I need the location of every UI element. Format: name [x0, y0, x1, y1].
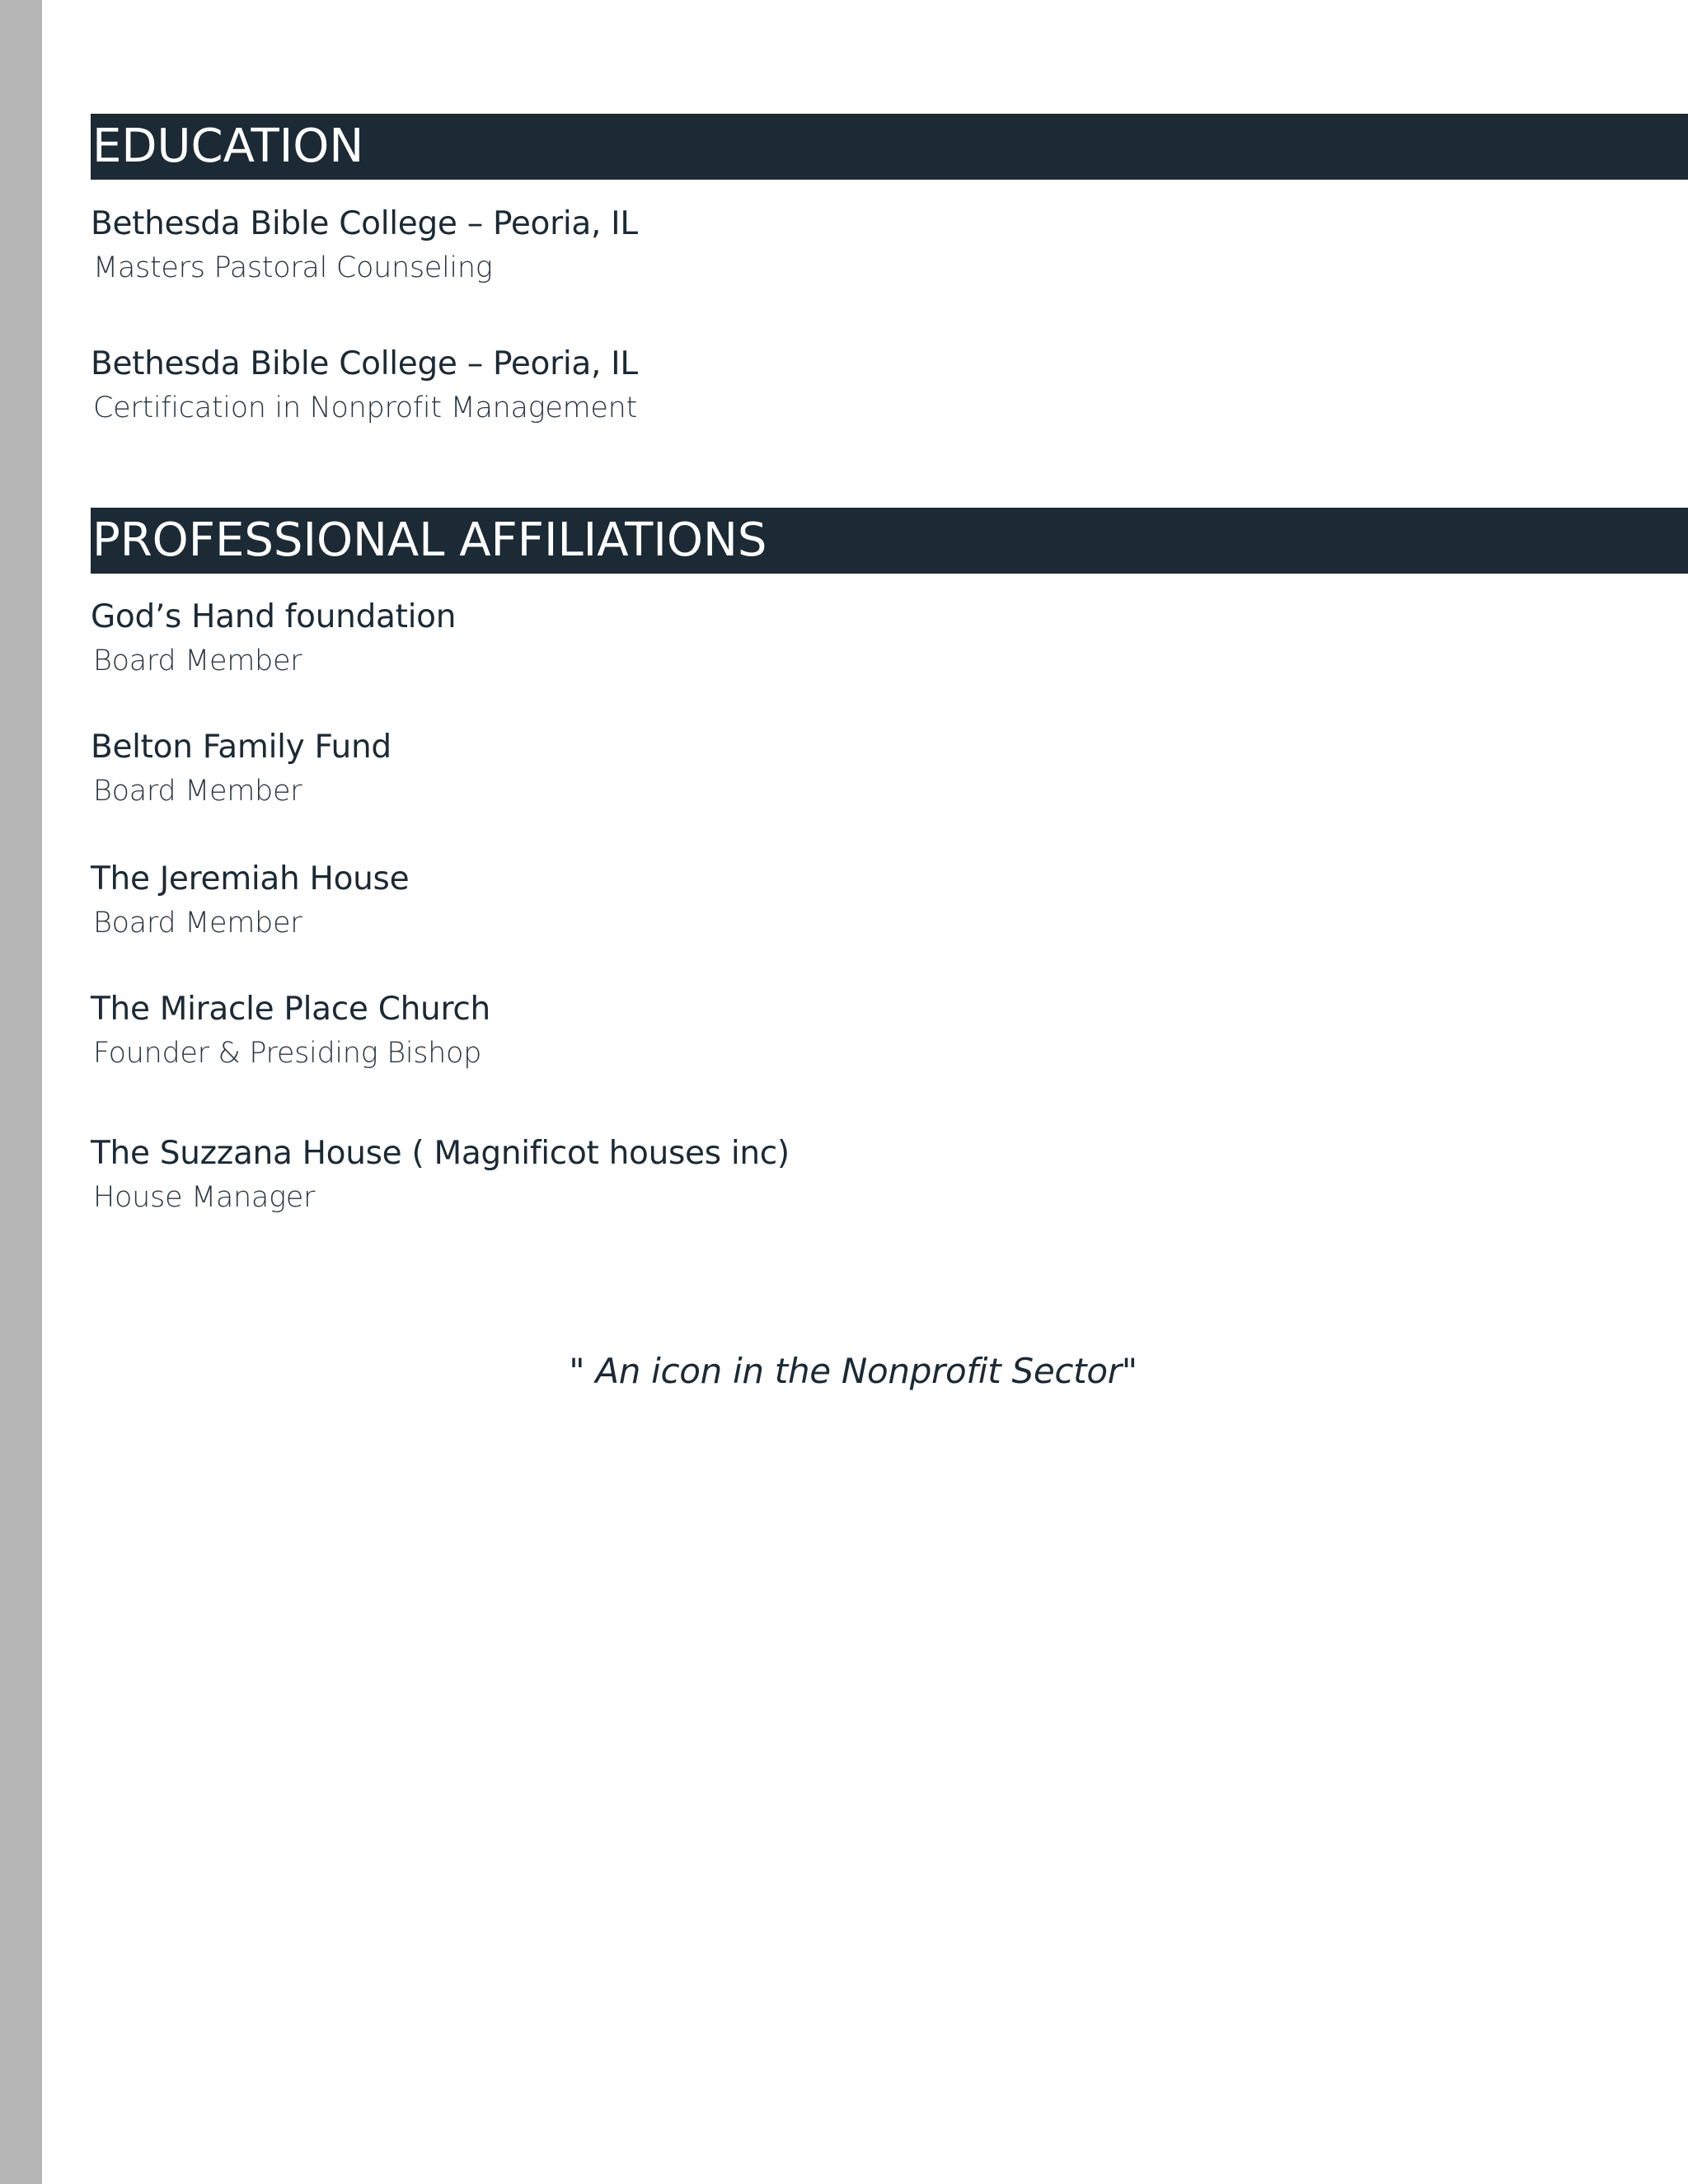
affiliation-organization: The Miracle Place Church: [91, 991, 490, 1028]
education-heading: EDUCATION: [91, 114, 1688, 180]
affiliations-heading: PROFESSIONAL AFFILIATIONS: [91, 508, 1688, 574]
affiliation-role: House Manager: [93, 1181, 316, 1214]
education-institution: Bethesda Bible College – Peoria, IL: [91, 205, 638, 242]
education-degree: Certification in Nonprofit Management: [93, 391, 637, 424]
affiliation-role: Board Member: [93, 907, 302, 940]
affiliation-role: Board Member: [93, 775, 302, 808]
affiliation-entry: [91, 988, 1245, 1076]
education-entry: [91, 203, 1245, 290]
affiliation-entry: [91, 726, 1245, 813]
left-decorative-strip: [0, 0, 42, 2184]
education-institution: Bethesda Bible College – Peoria, IL: [91, 345, 638, 382]
affiliation-organization: God’s Hand foundation: [91, 598, 457, 635]
affiliation-organization: Belton Family Fund: [91, 729, 392, 766]
education-degree: Masters Pastoral Counseling: [93, 251, 493, 284]
affiliation-entry: [91, 596, 1245, 683]
education-entry: [91, 343, 1245, 430]
tagline-quote: " An icon in the Nonprofit Sector": [569, 1351, 1137, 1391]
affiliation-organization: The Suzzana House ( Magnificot houses inc): [91, 1135, 790, 1172]
affiliation-entry: [91, 858, 1245, 945]
affiliation-organization: The Jeremiah House: [91, 860, 410, 898]
affiliation-entry: [91, 1132, 1245, 1220]
affiliation-role: Board Member: [93, 644, 302, 677]
affiliation-role: Founder & Presiding Bishop: [93, 1037, 482, 1070]
